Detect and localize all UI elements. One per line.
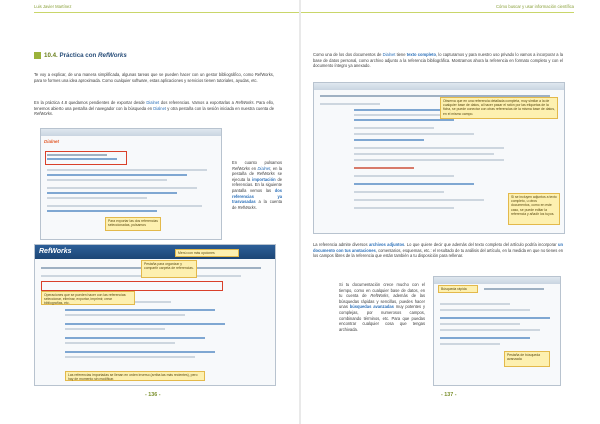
line: [65, 342, 175, 344]
text-run: La referencia admite diversos: [313, 242, 368, 247]
search-paragraph: [339, 282, 425, 332]
text-run: . Para ello, tenemos abierto una pestaña del navegador con la búsqueda en: [34, 100, 274, 111]
line: [47, 169, 207, 171]
text-run: tiene: [396, 52, 406, 57]
refworks-name: RefWorks: [34, 111, 52, 117]
line: [354, 159, 504, 161]
line: [440, 317, 550, 319]
line: [65, 337, 205, 339]
page-number-right: - 137 -: [441, 392, 457, 398]
text-run: . Lo que quiere decir que además del texto completo del artículo podría incorporar: [404, 242, 557, 247]
refworks-name: RefWorks: [237, 204, 256, 210]
line: [65, 314, 185, 316]
line: [440, 309, 530, 311]
dialnet-screenshot: [40, 128, 222, 240]
full-text-highlight: texto completo: [406, 52, 436, 57]
side-column-text: En cuanto pulsamos RefWorks en Dialnet, en la pestaña de RefWorks se ejecuta la importación de referencias. En la siguiente pantalla vemos las dos referencias ya trasvasadas a la cuenta de RefWorks.: [232, 160, 283, 210]
line: [440, 329, 540, 331]
line: [440, 323, 520, 325]
text-run: a la cuenta de: [232, 199, 282, 210]
dialnet-link[interactable]: Dialnet: [382, 52, 396, 57]
line: [354, 167, 414, 169]
attachment-callout: Si se incluyen adjuntos a texto completo, u otros documentos, como en este caso, se puede editar la referencia y añadir los tuyos.: [508, 193, 560, 225]
refworks-name: RefWorks: [232, 165, 250, 171]
right-page: [301, 0, 600, 424]
advanced-search-callout: Pestaña de búsqueda avanzada: [504, 351, 550, 367]
refworks-name: RefWorks: [235, 100, 254, 105]
notes-paragraph: [313, 242, 563, 259]
line: [47, 179, 167, 181]
text-run: en: [251, 165, 256, 171]
line: [65, 328, 165, 330]
line: [440, 303, 510, 305]
refworks-callout-operations: Operaciones que se pueden hacer con las referencias: seleccionar, eliminar, exportar, imprimir, crear bibliografías, etc.: [41, 291, 135, 305]
import-highlight: importación: [252, 176, 276, 182]
search-screenshot: [433, 276, 561, 386]
refworks-callout-menu: Menú con más opciones: [175, 249, 239, 257]
section-title-brand: RefWorks: [98, 52, 127, 59]
line: [47, 192, 177, 194]
section-title: [44, 52, 127, 59]
toolbar-box: [41, 281, 223, 291]
text-run: de referencias. En la siguiente pantalla vemos las: [232, 176, 283, 193]
line: [47, 187, 197, 189]
dialnet-link[interactable]: Dialnet: [153, 105, 166, 111]
browser-bar: [41, 129, 221, 136]
line: [354, 199, 484, 201]
line: [440, 343, 500, 345]
refworks-name: RefWorks: [370, 293, 389, 299]
line: [354, 175, 454, 177]
text-run: Como una de los dos documentos de: [313, 52, 382, 57]
line: [354, 153, 494, 155]
text-run: se ejecuta la: [232, 171, 282, 182]
text-run: y otra pestaña con la sesión iniciada en nuestra cuenta de: [167, 105, 274, 111]
section-title-prefix: Práctica con: [59, 52, 97, 59]
running-header-left: Luis Javier Martínez: [34, 4, 72, 9]
line: [65, 309, 215, 311]
text-run: En la práctica 4.8 quedamos pendientes de exportar desde: [34, 100, 145, 105]
line: [354, 127, 434, 129]
line: [47, 158, 117, 160]
dialnet-callout: Para exportar las dos referencias seleccionadas, pulsamos: [105, 217, 161, 231]
refworks-callout-folder: Pestaña para organizar y compartir carpeta de referencias.: [141, 260, 197, 278]
line: [320, 103, 380, 105]
text-run: muy potentes y complejas, por numerosos campos, combinando términos, etc. Para que puedas encontrar cualquier cosa que tengas archivada.: [339, 304, 425, 332]
line: [440, 337, 530, 339]
browser-bar: [434, 277, 560, 284]
header-rule: [301, 12, 574, 13]
line: [47, 205, 202, 207]
line: [47, 197, 147, 199]
line: [354, 191, 444, 193]
section-number: 10.4.: [44, 52, 58, 59]
line: [354, 147, 504, 149]
dialnet-link[interactable]: Dialnet: [146, 100, 160, 105]
attachment-paragraph: [313, 52, 563, 69]
refs-highlight: dos referencias ya trasvasadas: [232, 187, 283, 205]
text-run: dos referencias. Vamos a exportarlas a: [160, 100, 234, 105]
intro-paragraph: Te voy a explicar, de una manera simplificada, algunas tareas que se pueden hacer con un gestor bibliográfico, como RefWorks, para te formes una idea aproximada. Como cualquier software, estas aplicaciones y servicios tienen tutoriales, ayudas, etc.: [34, 72, 274, 83]
reference-detail-screenshot: [313, 82, 565, 234]
dialnet-logo: Dialnet: [44, 139, 60, 144]
text-run: , lo capturamos y para nuestro uso privado lo vamos a incorporar a la base de datos personal, como archivo adjunto a la referencia bibliográfica. Mostramos ahora la referencia en formato completo y con el documento íntegro ya anexado.: [313, 52, 563, 69]
refworks-callout-order: Las referencias importadas se llenan en orden inverso (arriba las más recientes), pero hay de momento sin modificar.: [65, 371, 205, 381]
line: [65, 351, 215, 353]
export-paragraph: En la práctica 4.8 quedamos pendientes de exportar desde Dialnet dos referencias. Vamos a exportarlas a RefWorks. Para ello, tenemos abierto una pestaña del navegador con la búsqueda en Dialnet y otra pestaña con la sesión iniciada en nuestra cuenta de RefWorks.: [34, 100, 274, 117]
dialnet-link[interactable]: Dialnet: [257, 165, 271, 171]
section-marker: [34, 52, 41, 59]
line: [354, 139, 424, 141]
refworks-screenshot: [34, 244, 276, 386]
line: [354, 114, 444, 116]
quick-search-callout: Búsqueda rápida: [438, 285, 478, 293]
line: [354, 119, 454, 121]
line: [47, 174, 187, 176]
refworks-logo: RefWorks: [39, 248, 72, 255]
detail-callout: Observa que en una referencia detallada completa, muy similar a la de cualquier base de datos, al hacer pasar el ratón por las etiquetas de la ficha, se puede conectar con otras referencias de la misma base de datos, en el mismo campo.: [440, 97, 558, 119]
page-number-left: - 136 -: [145, 392, 161, 398]
line: [47, 210, 157, 212]
advanced-search-highlight: búsquedas avanzadas: [349, 304, 394, 310]
line: [47, 154, 107, 156]
text-run: , comentarios, esquemas, etc.: el resultado de tu análisis del artículo, en la medida en que no tienes en los campos libres de la referencia que están también a tu disposición para rellenar.: [313, 247, 564, 259]
browser-bar: [314, 83, 564, 90]
text-run: , además de las búsquedas rápidas y sencillas, puedes hacer unas: [339, 293, 425, 310]
line: [354, 183, 474, 185]
left-page: [0, 0, 299, 424]
text-run: En cuanto pulsamos: [232, 160, 282, 165]
running-header-right: Cómo buscar y usar información científica: [496, 4, 574, 9]
line: [65, 323, 225, 325]
attachments-highlight: archivos adjuntos: [368, 242, 405, 247]
notes-highlight: un documento con tus anotaciones: [313, 242, 564, 253]
refworks-name: RefWorks: [256, 171, 275, 177]
line: [354, 133, 474, 135]
text-run: , en la pestaña de: [232, 165, 283, 177]
line: [354, 207, 454, 209]
line: [65, 356, 195, 358]
line: [484, 288, 544, 290]
text-run: Si tu documentación crece mucho con el tiempo, como en cualquier base de datos, en tu cuenta de: [339, 282, 425, 299]
header-rule: [34, 12, 299, 13]
